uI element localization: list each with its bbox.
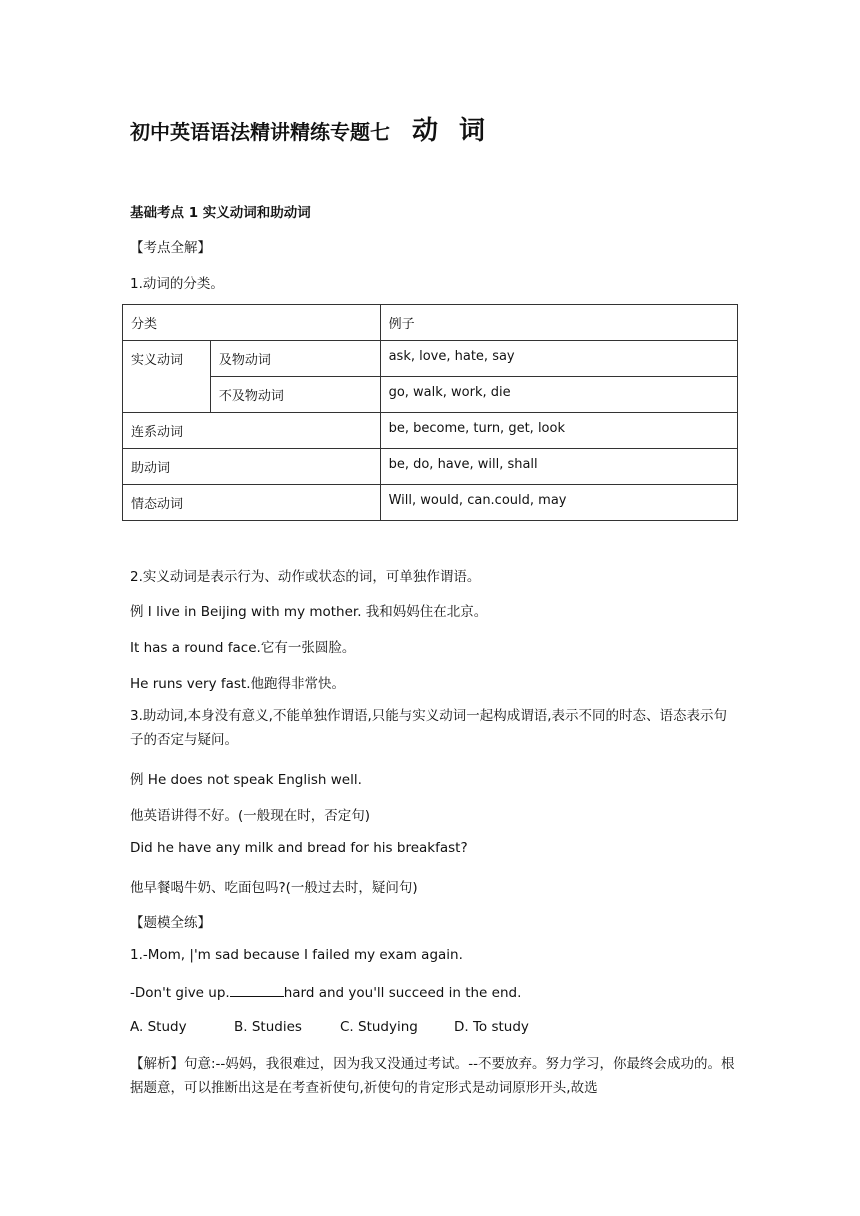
point-2: 2.实义动词是表示行为、动作或状态的词，可单独作谓语。 <box>130 569 481 585</box>
option-d: D. To study <box>454 1019 529 1035</box>
question-1-suffix: hard and you'll succeed in the end. <box>283 985 522 1001</box>
section-tag: 【考点全解】 <box>130 240 211 256</box>
example-4-translation: 他英语讲得不好。(一般现在时，否定句) <box>130 808 371 824</box>
answer-options <box>130 1019 529 1035</box>
option-a: A. Study <box>130 1019 187 1035</box>
transitive-label: 及物动词 <box>210 341 380 377</box>
document-title <box>130 110 491 147</box>
table-row <box>123 413 738 449</box>
modal-verb-example: Will, would, can.could, may <box>380 485 737 521</box>
question-1: 1.-Mom, |'m sad because I failed my exam again. <box>130 947 463 963</box>
table-row <box>123 377 738 413</box>
linking-verb-label: 连系动词 <box>123 413 381 449</box>
auxiliary-verb-label: 助动词 <box>123 449 381 485</box>
option-b: B. Studies <box>234 1019 302 1035</box>
point-3: 3.助动词,本身没有意义,不能单独作谓语,只能与实义动词一起构成谓语,表示不同的时态、语态表示句子的否定与疑问。 <box>130 708 728 748</box>
title-topic: 动 词 <box>412 116 492 146</box>
intransitive-label: 不及物动词 <box>210 377 380 413</box>
example-5: Did he have any milk and bread for his breakfast? <box>130 840 468 856</box>
question-1-line-2 <box>130 984 521 1001</box>
answer-blank <box>230 984 284 997</box>
notional-verb-label: 实义动词 <box>123 341 211 413</box>
table-row <box>123 341 738 377</box>
analysis-paragraph: 【解析】句意:--妈妈，我很难过，因为我又没通过考试。--不要放弃。努力学习，你最终会成功的。根据题意，可以推断出这是在考查祈使句,祈使句的肯定形式是动词原形开头,故选 <box>130 1056 735 1096</box>
header-example: 例子 <box>380 305 737 341</box>
intransitive-example: go, walk, work, die <box>380 377 737 413</box>
auxiliary-verb-example: be, do, have, will, shall <box>380 449 737 485</box>
transitive-example: ask, love, hate, say <box>380 341 737 377</box>
header-category: 分类 <box>123 305 381 341</box>
example-2: It has a round face.它有一张圆脸。 <box>130 640 356 656</box>
table-row <box>123 305 738 341</box>
table-row <box>123 449 738 485</box>
section-heading: 基础考点 1 实义动词和助动词 <box>130 205 311 221</box>
question-1-prefix: -Don't give up. <box>130 985 230 1001</box>
example-3: He runs very fast.他跑得非常快。 <box>130 676 346 692</box>
title-main: 初中英语语法精讲精练专题七 <box>130 120 390 144</box>
option-c: C. Studying <box>340 1019 418 1035</box>
table-row <box>123 485 738 521</box>
linking-verb-example: be, become, turn, get, look <box>380 413 737 449</box>
modal-verb-label: 情态动词 <box>123 485 381 521</box>
point-1: 1.动词的分类。 <box>130 276 224 292</box>
example-5-translation: 他早餐喝牛奶、吃面包吗?(一般过去时，疑问句) <box>130 880 418 896</box>
example-1: 例 I live in Beijing with my mother. 我和妈妈住在北京。 <box>130 604 488 620</box>
example-4: 例 He does not speak English well. <box>130 772 362 788</box>
practice-tag: 【题模全练】 <box>130 915 211 931</box>
verb-classification-table <box>122 304 738 521</box>
